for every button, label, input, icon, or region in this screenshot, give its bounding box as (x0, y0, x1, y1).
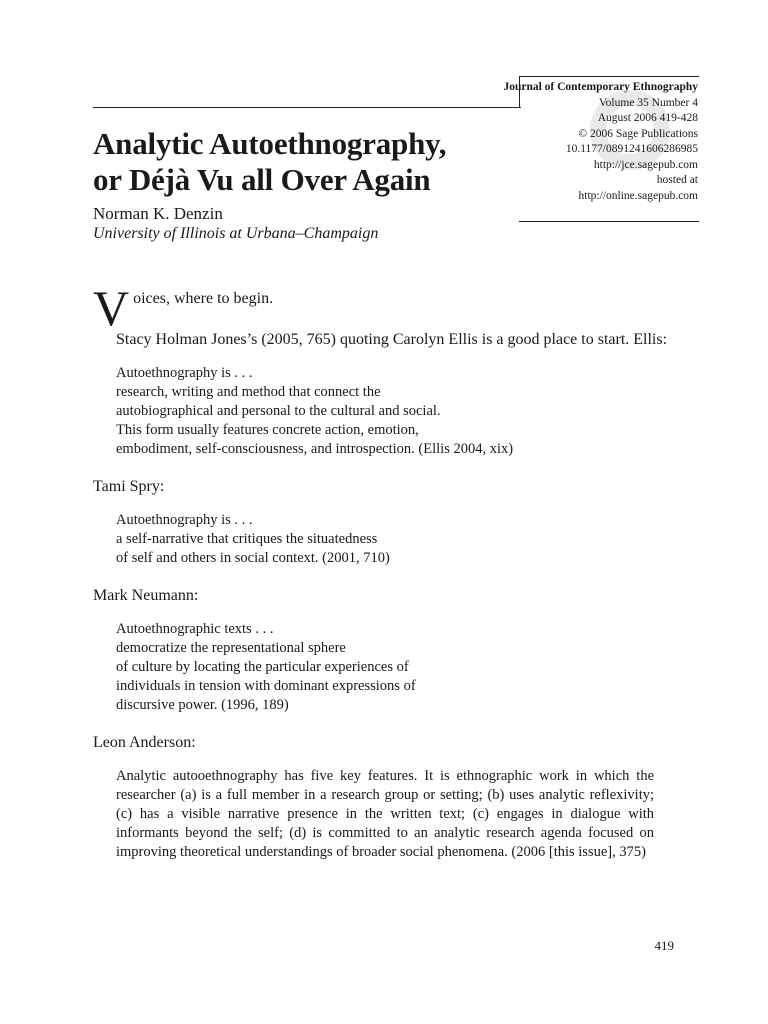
header-rule (93, 107, 521, 108)
quote-line: research, writing and method that connect the (116, 384, 381, 400)
quote-line: Autoethnography is . . . (116, 512, 253, 528)
quote-line: embodiment, self-consciousness, and introspection. (Ellis 2004, xix) (116, 441, 514, 457)
quote-line: individuals in tension with dominant expressions of (116, 678, 416, 694)
ellis-quote (116, 364, 677, 459)
paragraph-1: Stacy Holman Jones’s (2005, 765) quoting Carolyn Ellis is a good place to start. Ellis: (116, 331, 668, 348)
journal-hosted: hosted at (656, 174, 698, 186)
speaker-spry: Tami Spry: (93, 478, 165, 495)
speaker-neumann: Mark Neumann: (93, 587, 199, 604)
author-name: Norman K. Denzin (93, 204, 223, 223)
journal-box-border-top (519, 76, 699, 77)
title-line-1: Analytic Autoethnography, (93, 126, 447, 161)
quote-line: autobiographical and personal to the cultural and social. (116, 403, 441, 419)
quote-line: This form usually features concrete action, emotion, (116, 422, 419, 438)
journal-url[interactable]: http://jce.sagepub.com (593, 158, 698, 171)
article-body (93, 282, 677, 862)
quote-line: a self-narrative that critiques the situatedness (116, 531, 378, 547)
quote-line: of self and others in social context. (2001, 710) (116, 550, 390, 566)
article-title (93, 126, 513, 198)
journal-doi: 10.1177/0891241606286985 (565, 143, 698, 155)
quote-line: Autoethnography is . . . (116, 365, 253, 381)
speaker-anderson: Leon Anderson: (93, 734, 196, 751)
journal-name: Journal of Contemporary Ethnography (503, 81, 698, 93)
journal-box-rule (519, 221, 699, 222)
journal-host-url[interactable]: http://online.sagepub.com (578, 189, 698, 202)
quote-line: of culture by locating the particular experiences of (116, 659, 409, 675)
quote-line: Autoethnographic texts . . . (116, 621, 274, 637)
anderson-quote: Analytic autooethnography has five key features. It is ethnographic work in which the researcher (a) is a full member in a research group or setting; (b) uses analytic reflexivity; (c) has a visible narrative presence in the written text; (c) engages in dialogue with informants beyond the self; (d) is committed to an analytic research agenda focused on improving theoretical understandings of broader social phenomena. (2006 [this issue], 375) (116, 768, 654, 860)
spry-quote (116, 511, 677, 568)
neumann-quote (116, 620, 677, 715)
journal-volume: Volume 35 Number 4 (598, 96, 698, 109)
quote-line: discursive power. (1996, 189) (116, 697, 289, 713)
journal-copyright: © 2006 Sage Publications (578, 127, 698, 140)
journal-date-pages: August 2006 419-428 (597, 112, 698, 124)
drop-cap: V (93, 280, 130, 336)
author-affiliation: University of Illinois at Urbana–Champaign (93, 225, 379, 242)
journal-info (498, 80, 698, 204)
page-number: 419 (654, 938, 674, 953)
opening-line: oices, where to begin. (133, 290, 274, 307)
quote-line: democratize the representational sphere (116, 640, 346, 656)
title-line-2: or Déjà Vu all Over Again (93, 162, 431, 197)
